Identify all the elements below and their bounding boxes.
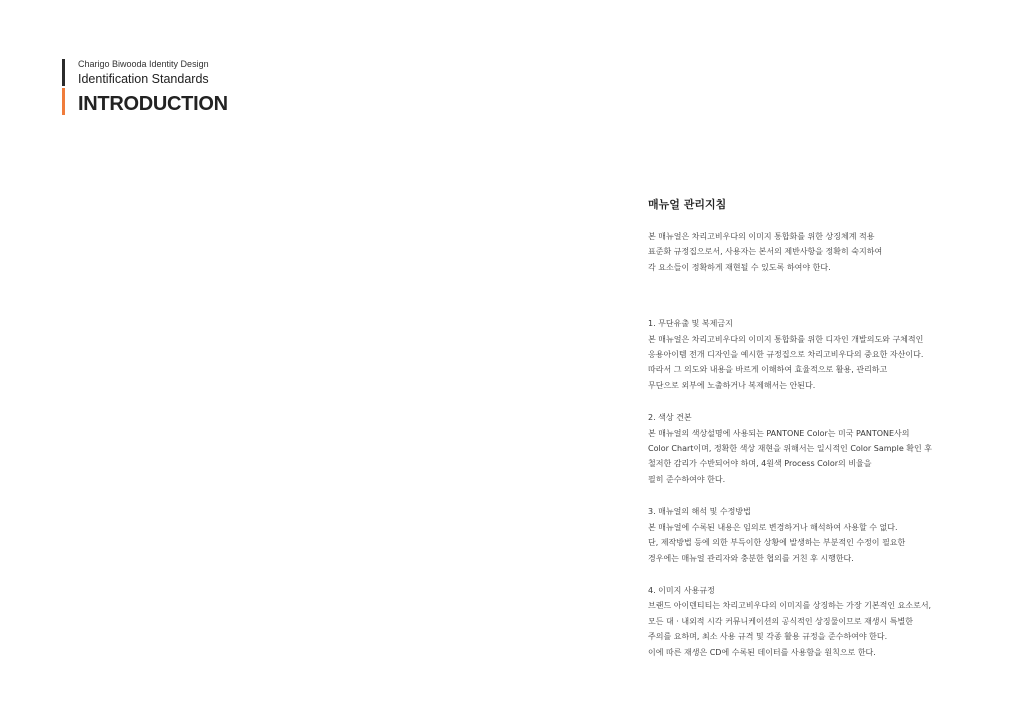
rule-line: 본 매뉴얼은 차리고비우다의 이미지 통합화를 위한 디자인 개발의도와 구체적인 (648, 334, 924, 344)
rule-line: 경우에는 매뉴얼 관리자와 충분한 협의를 거친 후 시행한다. (648, 553, 854, 563)
rule-title: 1. 무단유출 및 복제금지 (648, 319, 733, 329)
rule-title: 2. 색상 견본 (648, 413, 692, 423)
section-heading: 매뉴얼 관리지침 (648, 198, 727, 211)
rule-title: 4. 이미지 사용규정 (648, 585, 715, 595)
rule-line: 단, 제작방법 등에 의한 부득이한 상황에 발생하는 부분적인 수정이 필요한 (648, 538, 906, 548)
rule-line: 따라서 그 의도와 내용을 바르게 이해하여 효율적으로 활용, 관리하고 (648, 365, 888, 375)
rule-line: 필히 준수하여야 한다. (648, 474, 726, 484)
rule-line: Color Chart이며, 정확한 색상 재현을 위해서는 일시적인 Color Sample 확인 후 (648, 444, 933, 454)
rule-color-sample (648, 410, 968, 487)
header-bar-accent (62, 88, 65, 115)
intro-line: 각 요소들이 정확하게 재현될 수 있도록 하여야 한다. (648, 262, 831, 272)
brand-name: Charigo Biwooda Identity Design (78, 59, 209, 69)
intro-paragraph (648, 229, 968, 275)
rule-line: 이에 따른 재생은 CD에 수록된 데이터를 사용함을 원칙으로 한다. (648, 647, 876, 657)
rule-interpretation (648, 504, 968, 566)
rule-line: 모든 대 · 내외적 시각 커뮤니케이션의 공식적인 상징물이므로 재생시 특별한 (648, 616, 913, 626)
rule-no-distribution (648, 316, 968, 393)
rule-image-usage (648, 583, 968, 660)
page-header (62, 59, 228, 116)
rule-line: 주의를 요하며, 최소 사용 규격 및 각종 활용 규정을 준수하여야 한다. (648, 632, 888, 642)
rule-title: 3. 매뉴얼의 해석 및 수정방법 (648, 507, 751, 517)
rule-line: 본 매뉴얼의 색상설명에 사용되는 PANTONE Color는 미국 PANTONE사의 (648, 428, 910, 438)
header-bar-dark (62, 59, 65, 86)
rule-line: 무단으로 외부에 노출하거나 복제해서는 안된다. (648, 380, 816, 390)
rule-line: 철저한 감리가 수반되어야 하며, 4원색 Process Color의 비율을 (648, 459, 872, 469)
manual-guidelines (648, 198, 968, 677)
intro-line: 표준화 규정집으로서, 사용자는 본서의 제반사항을 정확히 숙지하여 (648, 247, 883, 257)
rule-line: 응용아이템 전개 디자인을 예시한 규정집으로 차리고비우다의 중요한 자산이다. (648, 350, 924, 360)
rule-line: 브랜드 아이덴티티는 차리고비우다의 이미지를 상징하는 가장 기본적인 요소로서, (648, 601, 932, 611)
intro-line: 본 매뉴얼은 차리고비우다의 이미지 통합화를 위한 상징체계 적용 (648, 232, 875, 241)
document-subtitle: Identification Standards (78, 72, 209, 86)
rule-line: 본 매뉴얼에 수록된 내용은 임의로 변경하거나 해석하여 사용할 수 없다. (648, 522, 898, 532)
page-title: INTRODUCTION (78, 93, 228, 115)
